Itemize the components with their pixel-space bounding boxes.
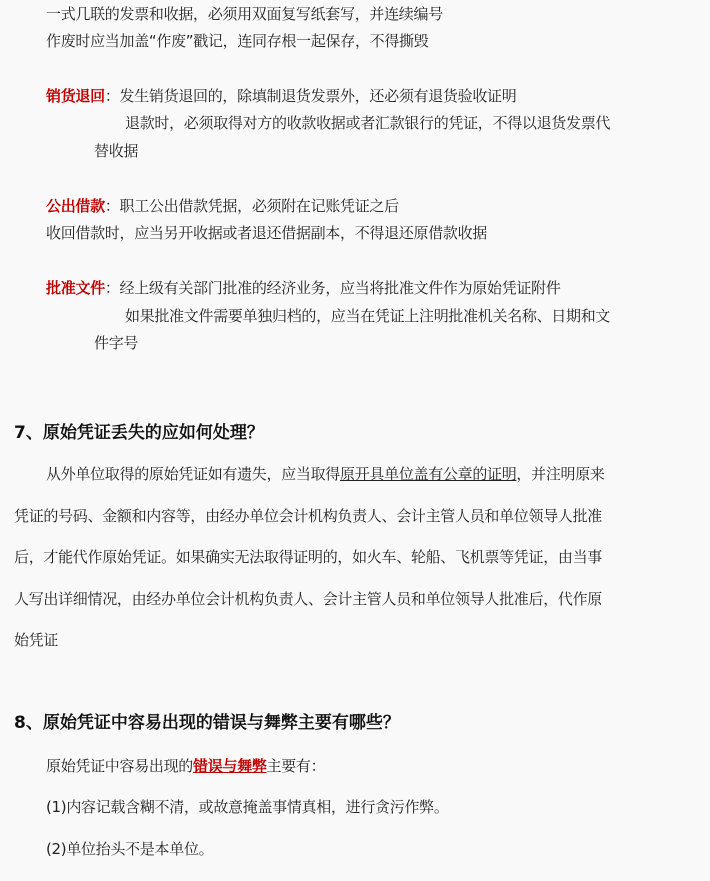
invoice-rule-line: 一式几联的发票和收据，必须用双面复写纸套写，并连续编号 xyxy=(46,5,443,23)
approval-docs-label: 批准文件 xyxy=(46,279,105,297)
approval-docs-line3: 件字号 xyxy=(94,334,139,352)
q8-intro: 原始凭证中容易出现的错误与舞弊主要有： xyxy=(46,757,326,775)
q7-underlined-phrase: 原开具单位盖有公章的证明 xyxy=(340,465,517,483)
q7-paragraph-line3: 后，才能代作原始凭证。如果确实无法取得证明的，如火车、轮船、飞机票等凭证，由当事 xyxy=(14,548,603,566)
q7-heading: 7、原始凭证丢失的应如何处理？ xyxy=(14,423,264,443)
sales-return-line2: 退款时，必须取得对方的收款收据或者汇款银行的凭证，不得以退货发票代 xyxy=(125,114,611,132)
business-loan-line2: 收回借款时，应当另开收据或者退还借据副本，不得退还原借款收据 xyxy=(46,224,488,242)
q7-paragraph-line1: 从外单位取得的原始凭证如有遗失，应当取得原开具单位盖有公章的证明，并注明原来 xyxy=(46,465,605,483)
q8-highlight: 错误与舞弊 xyxy=(193,757,267,775)
q7-paragraph-line5: 始凭证 xyxy=(14,631,59,649)
void-rule-line: 作废时应当加盖“作废”戳记，连同存根一起保存，不得撕毁 xyxy=(46,32,429,50)
approval-docs-line1: 批准文件：经上级有关部门批准的经济业务，应当将批准文件作为原始凭证附件 xyxy=(46,279,561,297)
sales-return-line3: 替收据 xyxy=(94,142,139,160)
business-loan-label: 公出借款 xyxy=(46,197,105,215)
sales-return-line1: 销货退回：发生销货退回的，除填制退货发票外，还必须有退货验收证明 xyxy=(46,87,517,105)
business-loan-line1: 公出借款：职工公出借款凭据，必须附在记账凭证之后 xyxy=(46,197,399,215)
approval-docs-line2: 如果批准文件需要单独归档的，应当在凭证上注明批准机关名称、日期和文 xyxy=(125,307,611,325)
q7-paragraph-line4: 人写出详细情况，由经办单位会计机构负责人、会计主管人员和单位领导人批准后，代作原 xyxy=(14,590,603,608)
q8-item-2: (2)单位抬头不是本单位。 xyxy=(46,840,214,858)
q8-item-1: (1)内容记载含糊不清，或故意掩盖事情真相，进行贪污作弊。 xyxy=(46,798,449,816)
q7-paragraph-line2: 凭证的号码、金额和内容等，由经办单位会计机构负责人、会计主管人员和单位领导人批准 xyxy=(14,507,603,525)
q8-heading: 8、原始凭证中容易出现的错误与舞弊主要有哪些？ xyxy=(14,713,400,733)
sales-return-label: 销货退回 xyxy=(46,87,105,105)
